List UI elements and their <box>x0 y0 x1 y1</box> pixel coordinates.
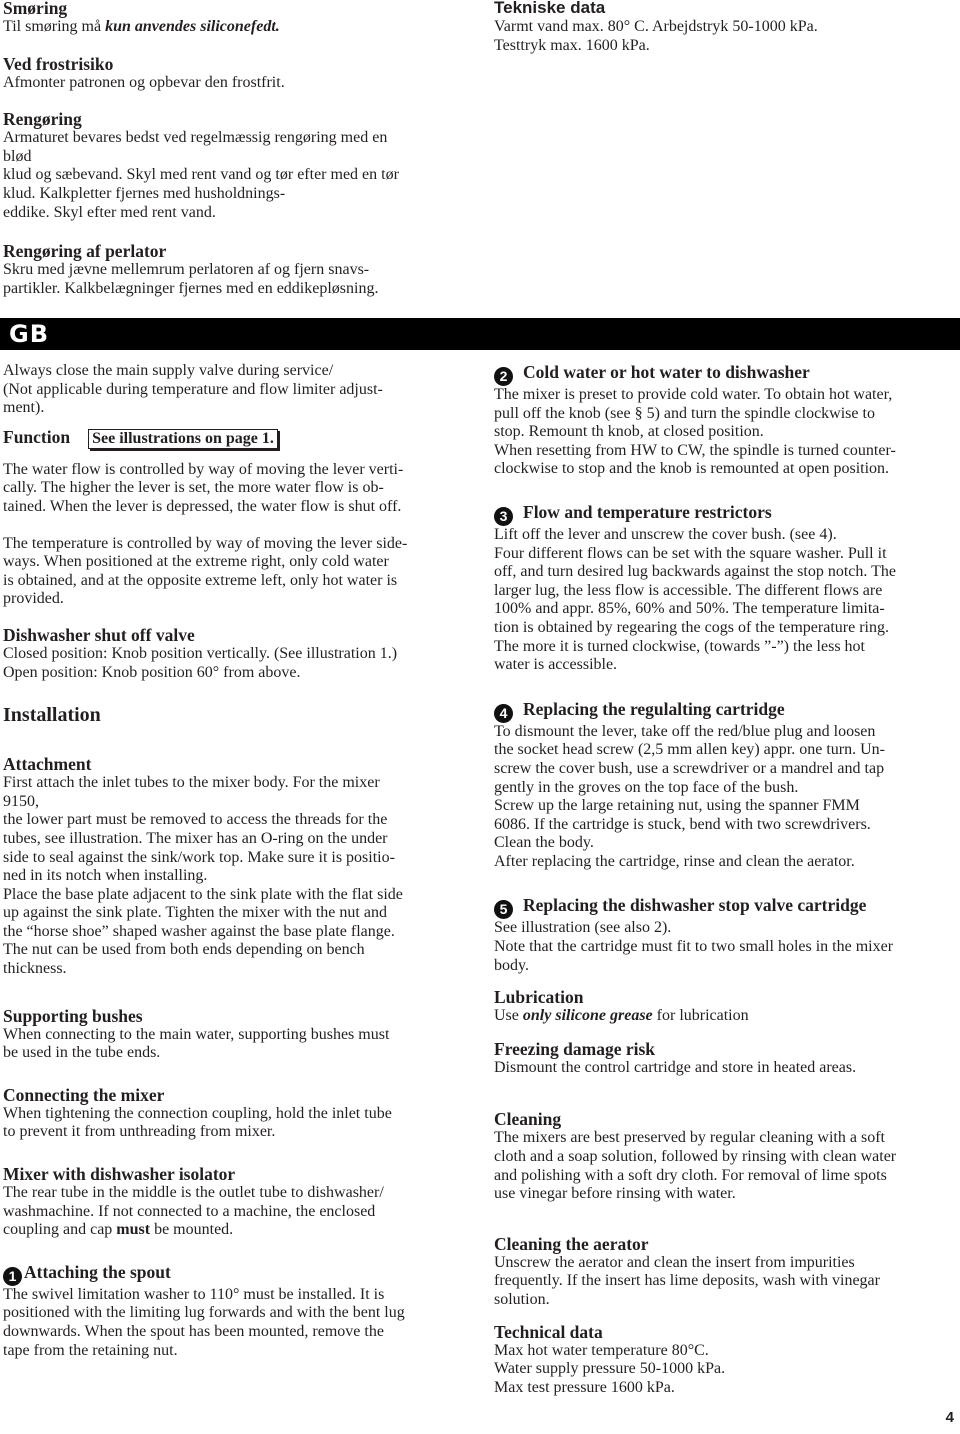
heading-rengoring: Rengøring <box>3 109 82 130</box>
line: eddike. Skyl efter med rent vand. <box>3 203 216 221</box>
line: side to seal against the sink/work top. Make sure it is positio- <box>3 848 395 866</box>
line: solution. <box>494 1291 550 1308</box>
text-lubrication-emphasis: only silicone grease <box>522 1007 653 1025</box>
line: the socket head screw (2,5 mm allen key) appr. one turn. Un- <box>494 741 885 759</box>
danish-column-top <box>3 0 473 222</box>
heading-cold-hot-label: Cold water or hot water to dishwasher <box>523 362 810 382</box>
line: To dismount the lever, take off the red/blue plug and loosen <box>494 722 876 740</box>
line: be mounted. <box>150 1221 234 1239</box>
see-illustrations-box: See illustrations on page 1. <box>88 429 278 449</box>
heading-dishwasher-valve: Dishwasher shut off valve <box>3 624 195 645</box>
step-1-badge: 1 <box>3 1267 22 1286</box>
line: Open position: Knob position 60° from above. <box>3 663 301 681</box>
line: off, and turn desired lug backwards against the stop notch. The <box>494 563 896 581</box>
text-cold-hot-dishwasher <box>494 386 958 479</box>
text-must-bold: must <box>116 1221 151 1239</box>
line: The mixer is preset to provide cold water. To obtain hot water, <box>494 386 893 403</box>
text-freezing: Dismount the control cartridge and store in heated areas. <box>494 1058 857 1076</box>
line: When tightening the connection coupling, hold the inlet tube <box>3 1104 392 1122</box>
heading-cold-hot-dishwasher <box>494 362 958 386</box>
line: klud og sæbevand. Skyl med rent vand og tør efter med en tør <box>3 166 399 184</box>
line: larger lug, the less flow is accessible. The different flows are <box>494 581 883 599</box>
heading-perlator: Rengøring af perlator <box>3 241 167 261</box>
text-intro <box>3 362 473 418</box>
line: After replacing the cartridge, rinse and clean the aerator. <box>494 852 855 870</box>
line: to prevent it from unthreading from mixer. <box>3 1123 276 1141</box>
text-flow-restrictors <box>494 526 958 675</box>
line: blød <box>3 147 32 165</box>
heading-flow-restrictors <box>494 502 958 526</box>
heading-cleaning: Cleaning <box>494 1109 562 1130</box>
text-dishwasher-valve <box>3 645 473 682</box>
text-cleaning <box>494 1129 958 1203</box>
line: Water supply pressure 50-1000 kPa. <box>494 1360 726 1378</box>
heading-attaching-spout-label: Attaching the spout <box>24 1261 171 1282</box>
line: frequently. If the insert has lime deposits, wash with vinegar <box>494 1272 880 1290</box>
line: use vinegar before rinsing with water. <box>494 1185 736 1203</box>
line: ned in its notch when installing. <box>3 867 208 885</box>
text-supporting-bushes <box>3 1026 473 1063</box>
heading-lubrication: Lubrication <box>494 987 584 1008</box>
text-smoring-pre: Til smøring må <box>3 18 106 35</box>
heading-smoring: Smøring <box>3 0 68 18</box>
line: Max hot water temperature 80°C. <box>494 1341 709 1359</box>
line: partikler. Kalkbelægninger fjernes med en eddikepløsning. <box>3 279 379 297</box>
text-replacing-cartridge <box>494 723 958 872</box>
line: gently in the groves on the top face of the bush. <box>494 778 799 796</box>
line: water is accessible. <box>494 656 618 674</box>
heading-flow-label: Flow and temperature restrictors <box>523 501 772 522</box>
line: thickness. <box>3 960 67 978</box>
heading-installation: Installation <box>3 704 101 727</box>
line: the “horse shoe” shaped washer against the base plate flange. <box>3 922 395 940</box>
danish-perlator <box>3 241 473 298</box>
text-technical-data <box>494 1342 958 1398</box>
line: is obtained, and at the opposite extreme left, only hot water is <box>3 571 398 589</box>
text-dishwasher-isolator <box>3 1184 473 1240</box>
text-replacing-stop-valve <box>494 919 958 975</box>
line: Closed position: Knob position vertically. (See illustration 1.) <box>3 644 398 662</box>
line: Four different flows can be set with the square washer. Pull it <box>494 544 887 562</box>
text-smoring <box>3 18 473 37</box>
line: (Not applicable during temperature and flow limiter adjust- <box>3 380 383 398</box>
line: screw the cover bush, use a screwdriver or a mandrel and tap <box>494 759 885 777</box>
line: Screw up the large retaining nut, using the spanner FMM <box>494 797 860 815</box>
line: Max test pressure 1600 kPa. <box>494 1378 675 1396</box>
gb-badge: GB <box>9 320 49 348</box>
line: the lower part must be removed to access the threads for the <box>3 811 388 829</box>
line: and polishing with a soft dry cloth. For removal of lime spots <box>494 1166 887 1184</box>
line: Note that the cartridge must fit to two small holes in the mixer <box>494 938 894 956</box>
line: washmachine. If not connected to a machine, the enclosed <box>3 1202 376 1220</box>
line: Clean the body. <box>494 834 594 852</box>
line: First attach the inlet tubes to the mixer body. For the mixer <box>3 774 380 792</box>
step-3-badge: 3 <box>494 507 513 526</box>
line: cally. The higher the lever is set, the more water flow is ob- <box>3 479 384 497</box>
line: pull off the knob (see § 5) and turn the spindle clockwise to <box>494 404 875 422</box>
step-5-badge: 5 <box>494 900 513 919</box>
gb-section-bar <box>0 318 960 350</box>
heading-technical-data: Technical data <box>494 1321 603 1342</box>
line: ways. When positioned at the extreme right, only cold water <box>3 553 389 571</box>
heading-replacing-cartridge <box>494 699 958 723</box>
heading-frost: Ved frostrisiko <box>3 53 114 74</box>
line: 9150, <box>3 792 39 810</box>
line: Unscrew the aerator and clean the insert from impurities <box>494 1253 855 1271</box>
heading-replacing-cartridge-label: Replacing the regulalting cartridge <box>523 698 785 719</box>
text-perlator <box>3 261 473 298</box>
line: tion is obtained by regearing the cogs of the temperature ring. <box>494 618 889 636</box>
line: ment). <box>3 399 45 417</box>
line: stop. Remount th knob, at closed position. <box>494 423 764 441</box>
heading-connecting: Connecting the mixer <box>3 1084 165 1105</box>
line: Skru med jævne mellemrum perlatoren af og fjern snavs- <box>3 261 370 278</box>
line: Varmt vand max. 80° C. Arbejdstryk 50-1000 kPa. <box>494 18 818 35</box>
line: The swivel limitation washer to 110° must be installed. It is <box>3 1285 385 1303</box>
heading-replacing-stop-valve-label: Replacing the dishwasher stop valve cartridge <box>523 895 867 916</box>
line: Armaturet bevares bedst ved regelmæssig rengøring med en <box>3 129 388 147</box>
function-row <box>3 428 473 449</box>
heading-attachment: Attachment <box>3 754 92 775</box>
line: be used in the tube ends. <box>3 1044 161 1062</box>
text-temperature <box>3 535 473 609</box>
line: Lift off the lever and unscrew the cover bush. (see 4). <box>494 525 837 543</box>
line: body. <box>494 956 529 974</box>
text-smoring-emphasis: kun anvendes siliconefedt. <box>105 18 280 35</box>
heading-cleaning-aerator: Cleaning the aerator <box>494 1233 649 1254</box>
heading-attaching-spout <box>3 1262 473 1286</box>
line: tape from the retaining nut. <box>3 1341 178 1359</box>
line: The nut can be used from both ends depending on bench <box>3 941 365 959</box>
line: Use <box>494 1007 523 1025</box>
line: cloth and a soap solution, followed by rinsing with clean water <box>494 1148 897 1166</box>
line: coupling and cap <box>3 1221 117 1239</box>
gb-left-column <box>3 362 473 1360</box>
text-rengoring <box>3 129 473 222</box>
line: Testtryk max. 1600 kPa. <box>494 36 650 54</box>
line: Always close the main supply valve during service/ <box>3 362 334 379</box>
line: 6086. If the cartridge is stuck, bend with two screwdrivers. <box>494 815 871 833</box>
line: for lubrication <box>652 1007 749 1025</box>
text-tekniske <box>494 18 954 55</box>
heading-freezing: Freezing damage risk <box>494 1038 656 1059</box>
line: klud. Kalkpletter fjernes med husholdnings- <box>3 184 286 202</box>
line: The water flow is controlled by way of moving the lever verti- <box>3 460 404 478</box>
heading-function: Function <box>3 426 71 447</box>
text-connecting <box>3 1105 473 1142</box>
step-4-badge: 4 <box>494 704 513 723</box>
line: up against the sink plate. Tighten the mixer with the nut and <box>3 904 387 922</box>
line: 100% and appr. 85%, 60% and 50%. The temperature limita- <box>494 600 885 618</box>
line: When connecting to the main water, supporting bushes must <box>3 1025 390 1043</box>
line: See illustration (see also 2). <box>494 919 672 937</box>
text-lubrication <box>494 1007 958 1026</box>
text-attaching-spout <box>3 1286 473 1360</box>
line: Place the base plate adjacent to the sink plate with the flat side <box>3 885 403 903</box>
line: tained. When the lever is depressed, the water flow is shut off. <box>3 497 402 515</box>
line: clockwise to stop and the knob is remounted at open position. <box>494 460 890 478</box>
text-attachment <box>3 774 473 979</box>
line: downwards. When the spout has been mounted, remove the <box>3 1323 384 1340</box>
line: When resetting from HW to CW, the spindle is turned counter- <box>494 441 896 459</box>
page-number: 4 <box>945 1409 954 1427</box>
line: provided. <box>3 590 64 608</box>
line: positioned with the limiting lug forwards and with the bent lug <box>3 1304 405 1322</box>
line: The mixers are best preserved by regular cleaning with a soft <box>494 1129 885 1147</box>
danish-tekniske <box>494 0 954 55</box>
step-2-badge: 2 <box>494 367 513 386</box>
heading-tekniske: Tekniske data <box>494 0 606 17</box>
line: The rear tube in the middle is the outlet tube to dishwasher/ <box>3 1184 384 1202</box>
text-flow <box>3 461 473 517</box>
line: The more it is turned clockwise, (towards ”-”) the less hot <box>494 637 865 655</box>
heading-supporting-bushes: Supporting bushes <box>3 1005 143 1026</box>
line: tubes, see illustration. The mixer has an O-ring on the under <box>3 829 388 847</box>
text-cleaning-aerator <box>494 1254 958 1310</box>
line: The temperature is controlled by way of moving the lever side- <box>3 534 408 552</box>
heading-dishwasher-isolator: Mixer with dishwasher isolator <box>3 1164 236 1185</box>
heading-replacing-stop-valve <box>494 895 958 919</box>
text-frost: Afmonter patronen og opbevar den frostfrit. <box>3 73 285 91</box>
gb-right-column <box>494 362 958 1397</box>
